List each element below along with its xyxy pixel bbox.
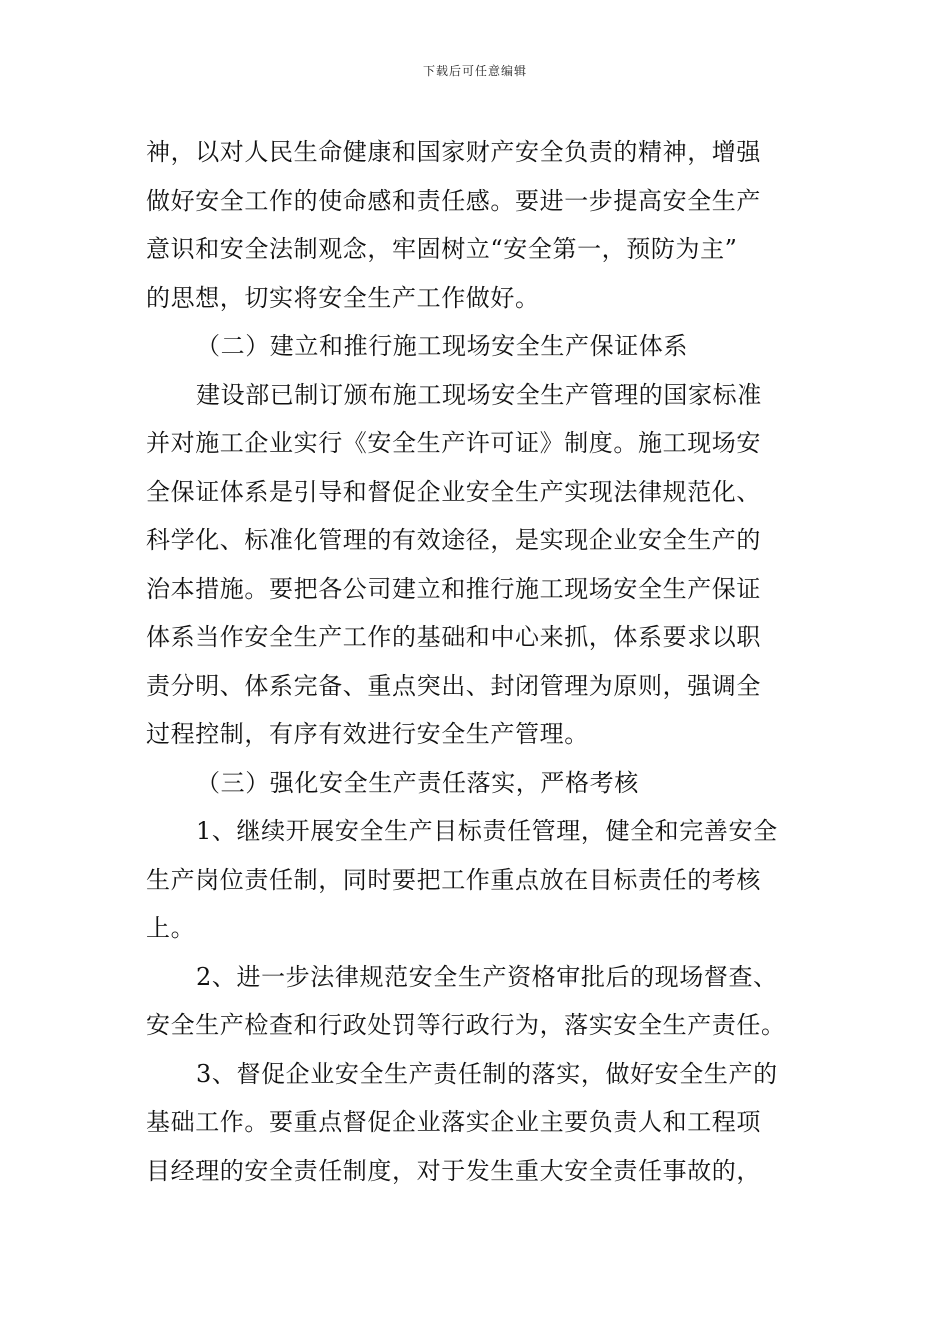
heading-text: （二）建立和推行施工现场安全生产保证体系: [196, 332, 688, 360]
paragraph: [146, 953, 806, 1050]
text-line: 责分明、体系完备、重点突出、封闭管理为原则，强调全: [146, 671, 761, 700]
text-line: 全保证体系是引导和督促企业安全生产实现法律规范化、: [146, 477, 761, 506]
document-body: [146, 128, 806, 1195]
section-heading: [146, 759, 806, 808]
section-heading: [146, 322, 806, 371]
page-header: 下载后可任意编辑: [422, 64, 527, 78]
paragraph: [146, 128, 806, 322]
text-line: 科学化、标准化管理的有效途径，是实现企业安全生产的: [146, 526, 761, 554]
text-line: 生产岗位责任制，同时要把工作重点放在目标责任的考核: [146, 865, 761, 894]
text-line: 过程控制，有序有效进行安全生产管理。: [146, 720, 589, 748]
text-line: 意识和安全法制观念，牢固树立“安全第一，预防为主”: [146, 235, 738, 263]
paragraph: [146, 371, 806, 759]
text-line: 安全生产检查和行政处罚等行政行为，落实安全生产责任。: [146, 1011, 786, 1039]
text-line: 并对施工企业实行《安全生产许可证》制度。施工现场安: [146, 429, 761, 457]
text-line: 的思想，切实将安全生产工作做好。: [146, 283, 540, 312]
text-line: 做好安全工作的使命感和责任感。要进一步提高安全生产: [146, 186, 761, 215]
text-line: 3、督促企业安全生产责任制的落实，做好安全生产的: [196, 1059, 778, 1088]
text-line: 神，以对人民生命健康和国家财产安全负责的精神，增强: [146, 138, 761, 166]
text-line: 基础工作。要重点督促企业落实企业主要负责人和工程项: [146, 1108, 761, 1136]
text-line: 目经理的安全责任制度，对于发生重大安全责任事故的，: [146, 1156, 761, 1185]
text-line: 建设部已制订颁布施工现场安全生产管理的国家标准: [196, 380, 762, 409]
text-line: 2、进一步法律规范安全生产资格审批后的现场督查、: [196, 962, 778, 991]
text-line: 治本措施。要把各公司建立和推行施工现场安全生产保证: [146, 574, 761, 603]
heading-text: （三）强化安全生产责任落实，严格考核: [196, 768, 639, 797]
text-line: 1、继续开展安全生产目标责任管理，健全和完善安全: [196, 817, 778, 845]
text-line: 体系当作安全生产工作的基础和中心来抓，体系要求以职: [146, 623, 761, 651]
text-line: 上。: [146, 914, 196, 942]
paragraph: [146, 807, 806, 953]
paragraph: [146, 1050, 806, 1196]
